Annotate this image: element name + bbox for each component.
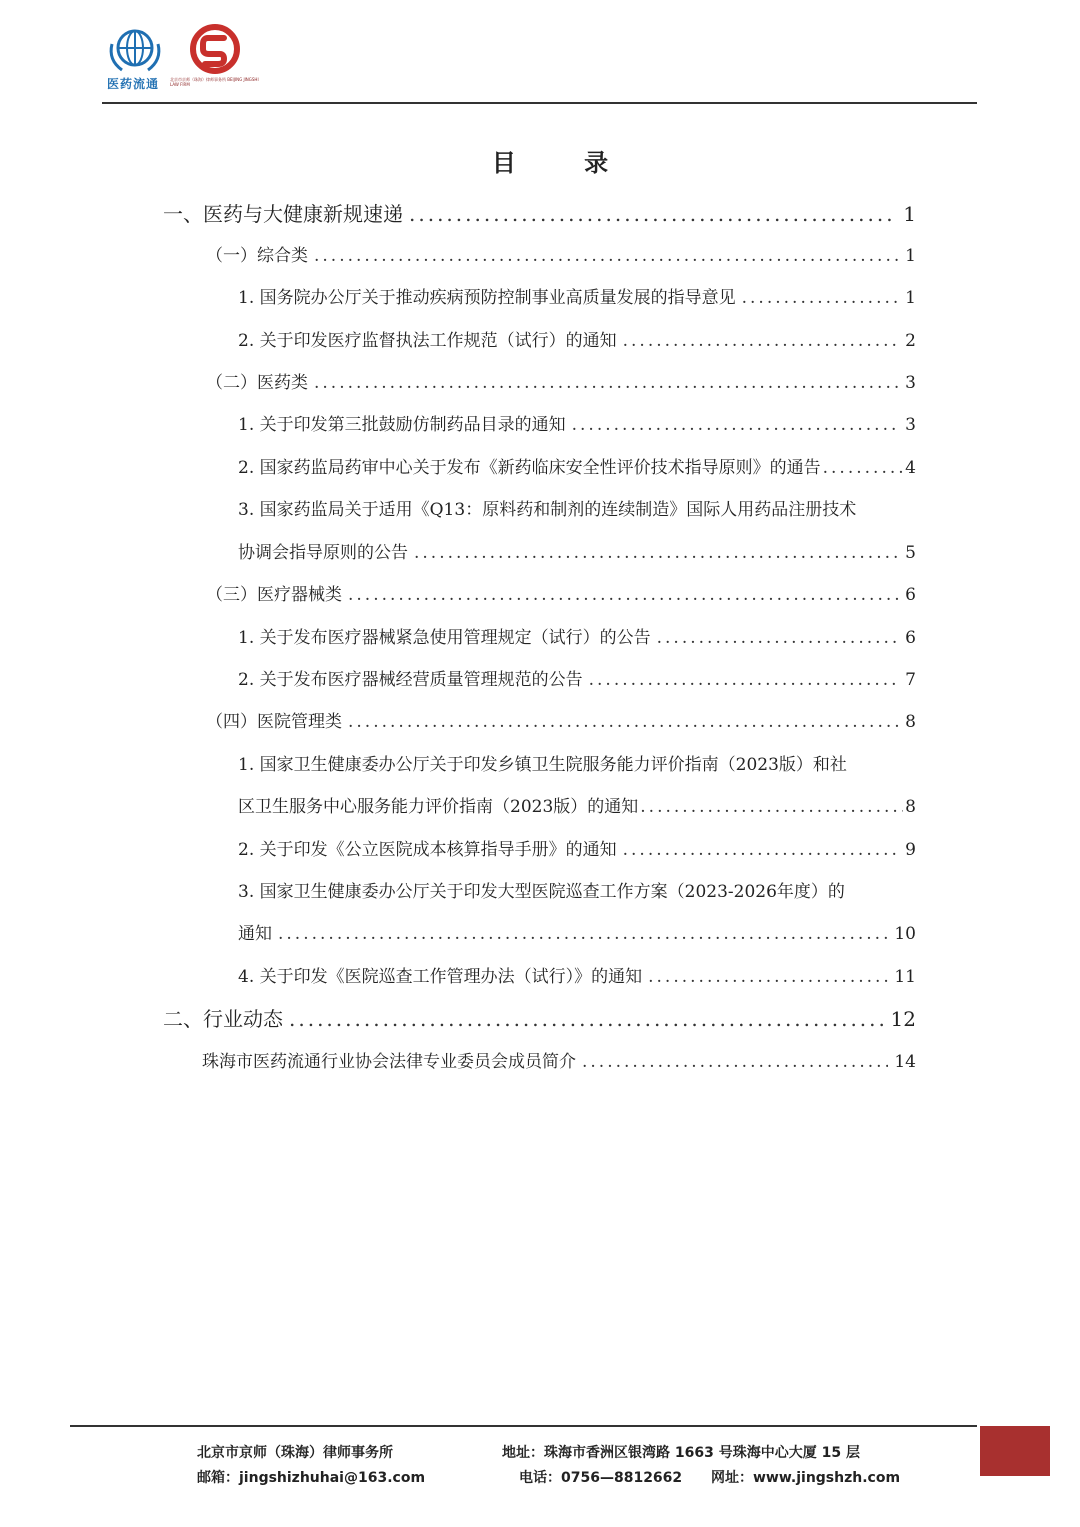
toc-entry-item[interactable]: [238, 453, 916, 478]
toc-entry-hospital-mgmt[interactable]: [206, 707, 916, 732]
footer-accent-block: [980, 1426, 1050, 1476]
toc-page-number: 3: [905, 373, 916, 393]
toc-entry-pharma[interactable]: [206, 368, 916, 393]
toc-entry-item[interactable]: [238, 538, 916, 563]
toc-page-number: 14: [894, 1052, 916, 1072]
toc-entry-title: 2. 国家药监局药审中心关于发布《新药临床安全性评价技术指导原则》的通告: [238, 458, 821, 478]
toc-entry-item[interactable]: [238, 623, 916, 648]
toc-leader: [582, 1052, 888, 1072]
toc-entry-section-1[interactable]: [163, 198, 916, 227]
toc-leader: [823, 458, 904, 478]
toc-entry-title: 1. 关于发布医疗器械紧急使用管理规定（试行）的公告: [238, 628, 651, 648]
page-header: [0, 0, 1080, 104]
page-title: 目 录: [491, 149, 639, 177]
footer-website[interactable]: 网址：www.jingshzh.com: [711, 1470, 901, 1486]
toc-entry-title: （二）医药类: [206, 373, 308, 393]
toc-entry-title-line2: 区卫生服务中心服务能力评价指南（2023版）的通知: [238, 797, 639, 817]
toc-entry-item[interactable]: [238, 410, 916, 435]
toc-leader: [314, 373, 899, 393]
toc-leader: [289, 1007, 885, 1031]
toc-entry-item[interactable]: [238, 962, 916, 987]
toc-page-number: 1: [905, 288, 916, 308]
toc-page-number: 6: [905, 628, 916, 648]
toc-entry-title-line1[interactable]: 3. 国家药监局关于适用《Q13：原料药和制剂的连续制造》国际人用药品注册技术: [238, 500, 857, 520]
toc-entry-devices[interactable]: [206, 580, 916, 605]
toc-leader: [589, 670, 900, 690]
toc-entry-title: 2. 关于印发医疗监督执法工作规范（试行）的通知: [238, 331, 617, 351]
toc-page-number: 6: [905, 585, 916, 605]
toc-entry-title: 2. 关于印发《公立医院成本核算指导手册》的通知: [238, 840, 617, 860]
footer-address: 地址：珠海市香洲区银湾路 1663 号珠海中心大厦 15 层: [502, 1445, 860, 1461]
law-firm-logo-icon: [190, 24, 240, 74]
toc-page-number: 8: [905, 712, 916, 732]
toc-entry-section-2[interactable]: [163, 1003, 916, 1032]
toc-page-number: 1: [903, 202, 916, 226]
toc-leader: [409, 202, 897, 226]
toc-entry-title: 二、行业动态: [163, 1007, 283, 1031]
toc-entry-title: 一、医药与大健康新规速递: [163, 202, 403, 226]
toc-entry-title-line2: 通知: [238, 924, 272, 944]
toc-page-number: 12: [890, 1007, 916, 1031]
toc-entry-title-line1[interactable]: 1. 国家卫生健康委办公厅关于印发乡镇卫生院服务能力评价指南（2023版）和社: [238, 755, 847, 775]
toc-entry-title: 1. 关于印发第三批鼓励仿制药品目录的通知: [238, 415, 566, 435]
toc-entry-title: 2. 关于发布医疗器械经营质量管理规范的公告: [238, 670, 583, 690]
toc-entry-item[interactable]: [238, 919, 916, 944]
toc-leader: [414, 543, 899, 563]
toc-page-number: 8: [905, 797, 916, 817]
toc-leader: [348, 712, 899, 732]
toc-entry-title: （三）医疗器械类: [206, 585, 342, 605]
toc-entry-title: （一）综合类: [206, 246, 308, 266]
toc-leader: [623, 840, 900, 860]
law-firm-logo-text: 北京市京师（珠海）律师事务所 BEIJING JINGSHI LAW FIRM: [170, 77, 259, 87]
toc-leader: [648, 967, 888, 987]
toc-entry-comprehensive[interactable]: [206, 241, 916, 266]
toc-page-number: 3: [905, 415, 916, 435]
footer-email[interactable]: 邮箱：jingshizhuhai@163.com: [197, 1470, 426, 1486]
header-divider: [102, 102, 977, 104]
toc-entry-title: 珠海市医药流通行业协会法律专业委员会成员简介: [202, 1052, 576, 1072]
toc-leader: [314, 246, 899, 266]
toc-page-number: 5: [905, 543, 916, 563]
footer-phone: 电话：0756—8812662: [519, 1470, 683, 1486]
toc-entry-title: 1. 国务院办公厅关于推动疾病预防控制事业高质量发展的指导意见: [238, 288, 736, 308]
toc-page-number: 9: [905, 840, 916, 860]
toc-entry-item[interactable]: [238, 283, 916, 308]
toc-leader: [657, 628, 900, 648]
toc-page-number: 7: [905, 670, 916, 690]
toc-entry-item[interactable]: [238, 792, 916, 817]
toc-entry-item[interactable]: [238, 665, 916, 690]
toc-entry-item[interactable]: [238, 326, 916, 351]
toc-page-number: 11: [894, 967, 916, 987]
toc-leader: [640, 797, 903, 817]
toc-leader: [278, 924, 888, 944]
toc-leader: [623, 331, 900, 351]
toc-leader: [348, 585, 899, 605]
association-logo-text: 医药流通: [107, 77, 160, 91]
toc-entry-title-line2: 协调会指导原则的公告: [238, 543, 408, 563]
toc-entry-committee[interactable]: [202, 1047, 916, 1072]
toc-page-number: 10: [894, 924, 916, 944]
toc-page-number: 2: [905, 331, 916, 351]
toc-leader: [572, 415, 900, 435]
toc-page-number: 1: [905, 246, 916, 266]
footer-divider: [70, 1425, 977, 1427]
toc-entry-item[interactable]: [238, 835, 916, 860]
toc-page-number: 4: [905, 458, 916, 478]
toc-entry-title: （四）医院管理类: [206, 712, 342, 732]
toc-entry-title-line1[interactable]: 3. 国家卫生健康委办公厅关于印发大型医院巡查工作方案（2023-2026年度）的: [238, 882, 845, 902]
toc-leader: [742, 288, 900, 308]
footer-firm-name: 北京市京师（珠海）律师事务所: [197, 1445, 393, 1461]
toc-entry-title: 4. 关于印发《医院巡查工作管理办法（试行）》的通知: [238, 967, 643, 987]
